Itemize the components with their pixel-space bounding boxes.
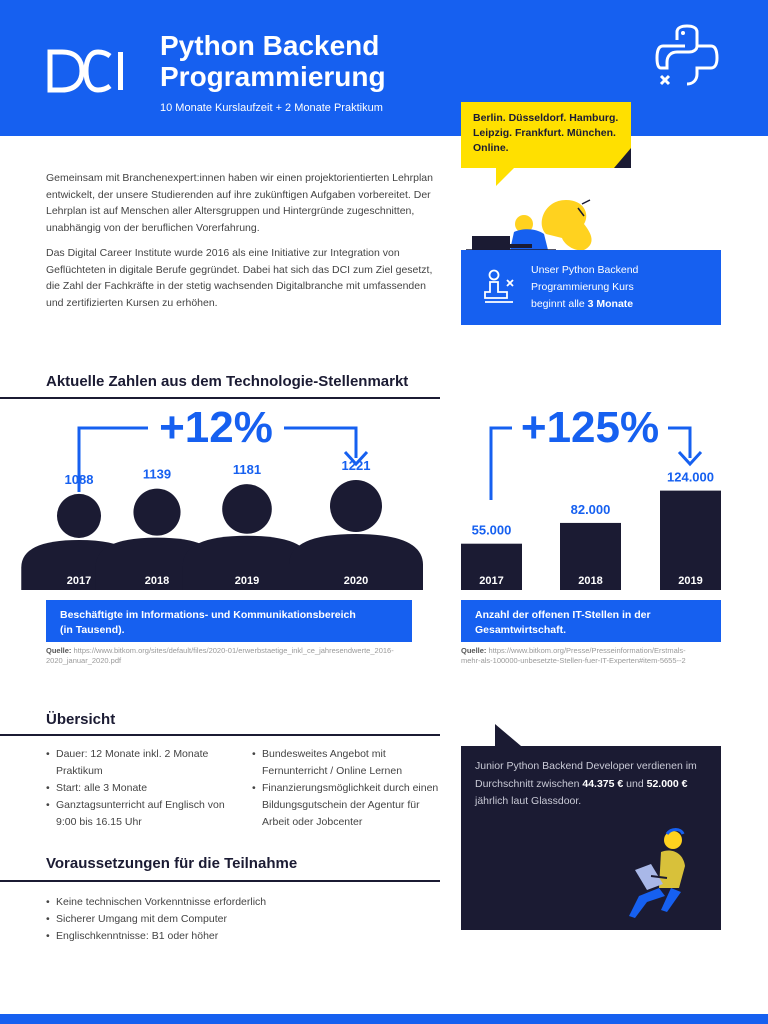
data-label: 1221 bbox=[341, 458, 371, 473]
requirements-heading: Voraussetzungen für die Teilnahme bbox=[46, 855, 298, 872]
growth-bracket-left bbox=[491, 428, 512, 500]
locations-box: Berlin. Düsseldorf. Hamburg. Leipzig. Frankfurt. München. Online. bbox=[461, 102, 631, 168]
person-head bbox=[133, 489, 180, 536]
data-label: 1139 bbox=[142, 466, 172, 482]
employment-chart-caption: Beschäftigte im Informations- und Kommunikationsbereich (in Tausend). bbox=[46, 600, 412, 642]
salary-box bbox=[461, 746, 721, 930]
x-tick-label: 2017 bbox=[66, 575, 92, 587]
intro-text bbox=[46, 170, 436, 311]
list-item: • Keine technischen Vorkenntnisse erforderlich bbox=[46, 894, 436, 911]
requirements-heading-rule bbox=[0, 880, 440, 882]
vacancies-chart-source: Quelle: https://www.bitkom.org/Presse/Presseinformation/Erstmals-mehr-als-100000-unbesetzte-Stellen-fuer-IT-Experten#item-5655--2 bbox=[461, 646, 686, 665]
person-head bbox=[330, 480, 382, 532]
list-item: • Ganztagsunterricht auf Englisch von 9:00 bis 16.15 Uhr bbox=[46, 797, 246, 831]
job-market-charts bbox=[0, 400, 768, 600]
person-laptop-illustration bbox=[466, 194, 606, 254]
locations-box-tail bbox=[496, 168, 514, 186]
course-start-box bbox=[461, 250, 721, 325]
intro-paragraph-2: Das Digital Career Institute wurde 2016 als eine Initiative zur Integration von Geflüchteten in digitale Berufe gegründet. Dabei hat sich das DCI zum Ziel gesetzt, die Zahl der Fachkräfte in der stetig wachsenden Digitalbranche mit umfassenden und zertifizierten Kursen zu erhöhen. bbox=[46, 247, 433, 309]
footer-bar bbox=[0, 1014, 768, 1024]
market-heading-rule bbox=[0, 397, 440, 399]
data-label: 1088 bbox=[64, 471, 94, 487]
list-item: • Finanzierungsmöglichkeit durch einen Bildungsgutschein der Agentur für Arbeit oder Jobcenter bbox=[252, 780, 440, 831]
list-item: • Bundesweites Angebot mit Fernunterricht / Online Lernen bbox=[252, 746, 440, 780]
list-item: • Start: alle 3 Monate bbox=[46, 780, 246, 797]
x-tick-label: 2019 bbox=[678, 575, 703, 587]
x-tick-label: 2017 bbox=[479, 575, 504, 587]
requirements-list bbox=[46, 894, 436, 945]
data-label: 124.000 bbox=[667, 469, 714, 485]
x-tick-label: 2018 bbox=[578, 575, 603, 587]
list-item: • Dauer: 12 Monate inkl. 2 Monate Praktikum bbox=[46, 746, 246, 780]
salary-box-tail bbox=[495, 724, 521, 746]
growth-label: +12% bbox=[159, 403, 273, 452]
data-label: 55.000 bbox=[471, 522, 512, 538]
overview-list-left bbox=[46, 746, 246, 831]
page-title: Python Backend Programmierung bbox=[160, 30, 386, 92]
list-item: • Sicherer Umgang mit dem Computer bbox=[46, 911, 436, 928]
python-x-icon bbox=[655, 24, 719, 94]
data-label: 82.000 bbox=[570, 501, 611, 517]
list-item: • Englischkenntnisse: B1 oder höher bbox=[46, 928, 436, 945]
header-banner bbox=[0, 0, 768, 136]
salary-text: Junior Python Backend Developer verdienen im Durchschnitt zwischen 44.375 € und 52.000 € jährlich laut Glassdoor. bbox=[475, 760, 697, 807]
person-bar-2020 bbox=[289, 480, 423, 590]
person-sitting-illustration bbox=[621, 826, 701, 922]
overview-list-right bbox=[252, 746, 440, 831]
overview-heading-rule bbox=[0, 734, 440, 736]
data-label: 1181 bbox=[232, 462, 262, 478]
growth-label: +125% bbox=[520, 403, 660, 452]
person-head bbox=[57, 494, 101, 538]
x-tick-label: 2019 bbox=[234, 575, 260, 587]
overview-heading: Übersicht bbox=[46, 711, 116, 728]
person-desk-icon bbox=[483, 268, 517, 304]
employment-chart-source: Quelle: https://www.bitkom.org/sites/default/files/2020-01/erwerbstaetige_inkl_ce_jahresendwerte_2016-2020_januar_2020.pdf bbox=[46, 646, 394, 665]
person-head bbox=[222, 484, 272, 534]
intro-paragraph-1: Gemeinsam mit Branchenexpert:innen haben wir einen projektorientierten Lehrplan entwickelt, der unsere Studierenden auf ihre zukünftigen Aufgaben vorbereitet. Der Lehrplan ist auf Menschen aller Altersgruppen und Hintergründe zugeschnitten, unabhängig von der beruflichen Vorerfahrung. bbox=[46, 172, 433, 234]
x-tick-label: 2020 bbox=[343, 575, 369, 587]
locations-box-corner bbox=[614, 148, 631, 168]
vacancies-chart-caption: Anzahl der offenen IT-Stellen in der Gesamtwirtschaft. bbox=[461, 600, 721, 642]
course-start-text: Unser Python Backend Programmierung Kurs beginnt alle 3 Monate bbox=[531, 264, 639, 310]
dci-logo bbox=[46, 48, 126, 94]
market-heading: Aktuelle Zahlen aus dem Technologie-Stellenmarkt bbox=[46, 373, 409, 390]
page-subtitle: 10 Monate Kurslaufzeit + 2 Monate Praktikum bbox=[160, 102, 383, 114]
x-tick-label: 2018 bbox=[144, 575, 170, 587]
